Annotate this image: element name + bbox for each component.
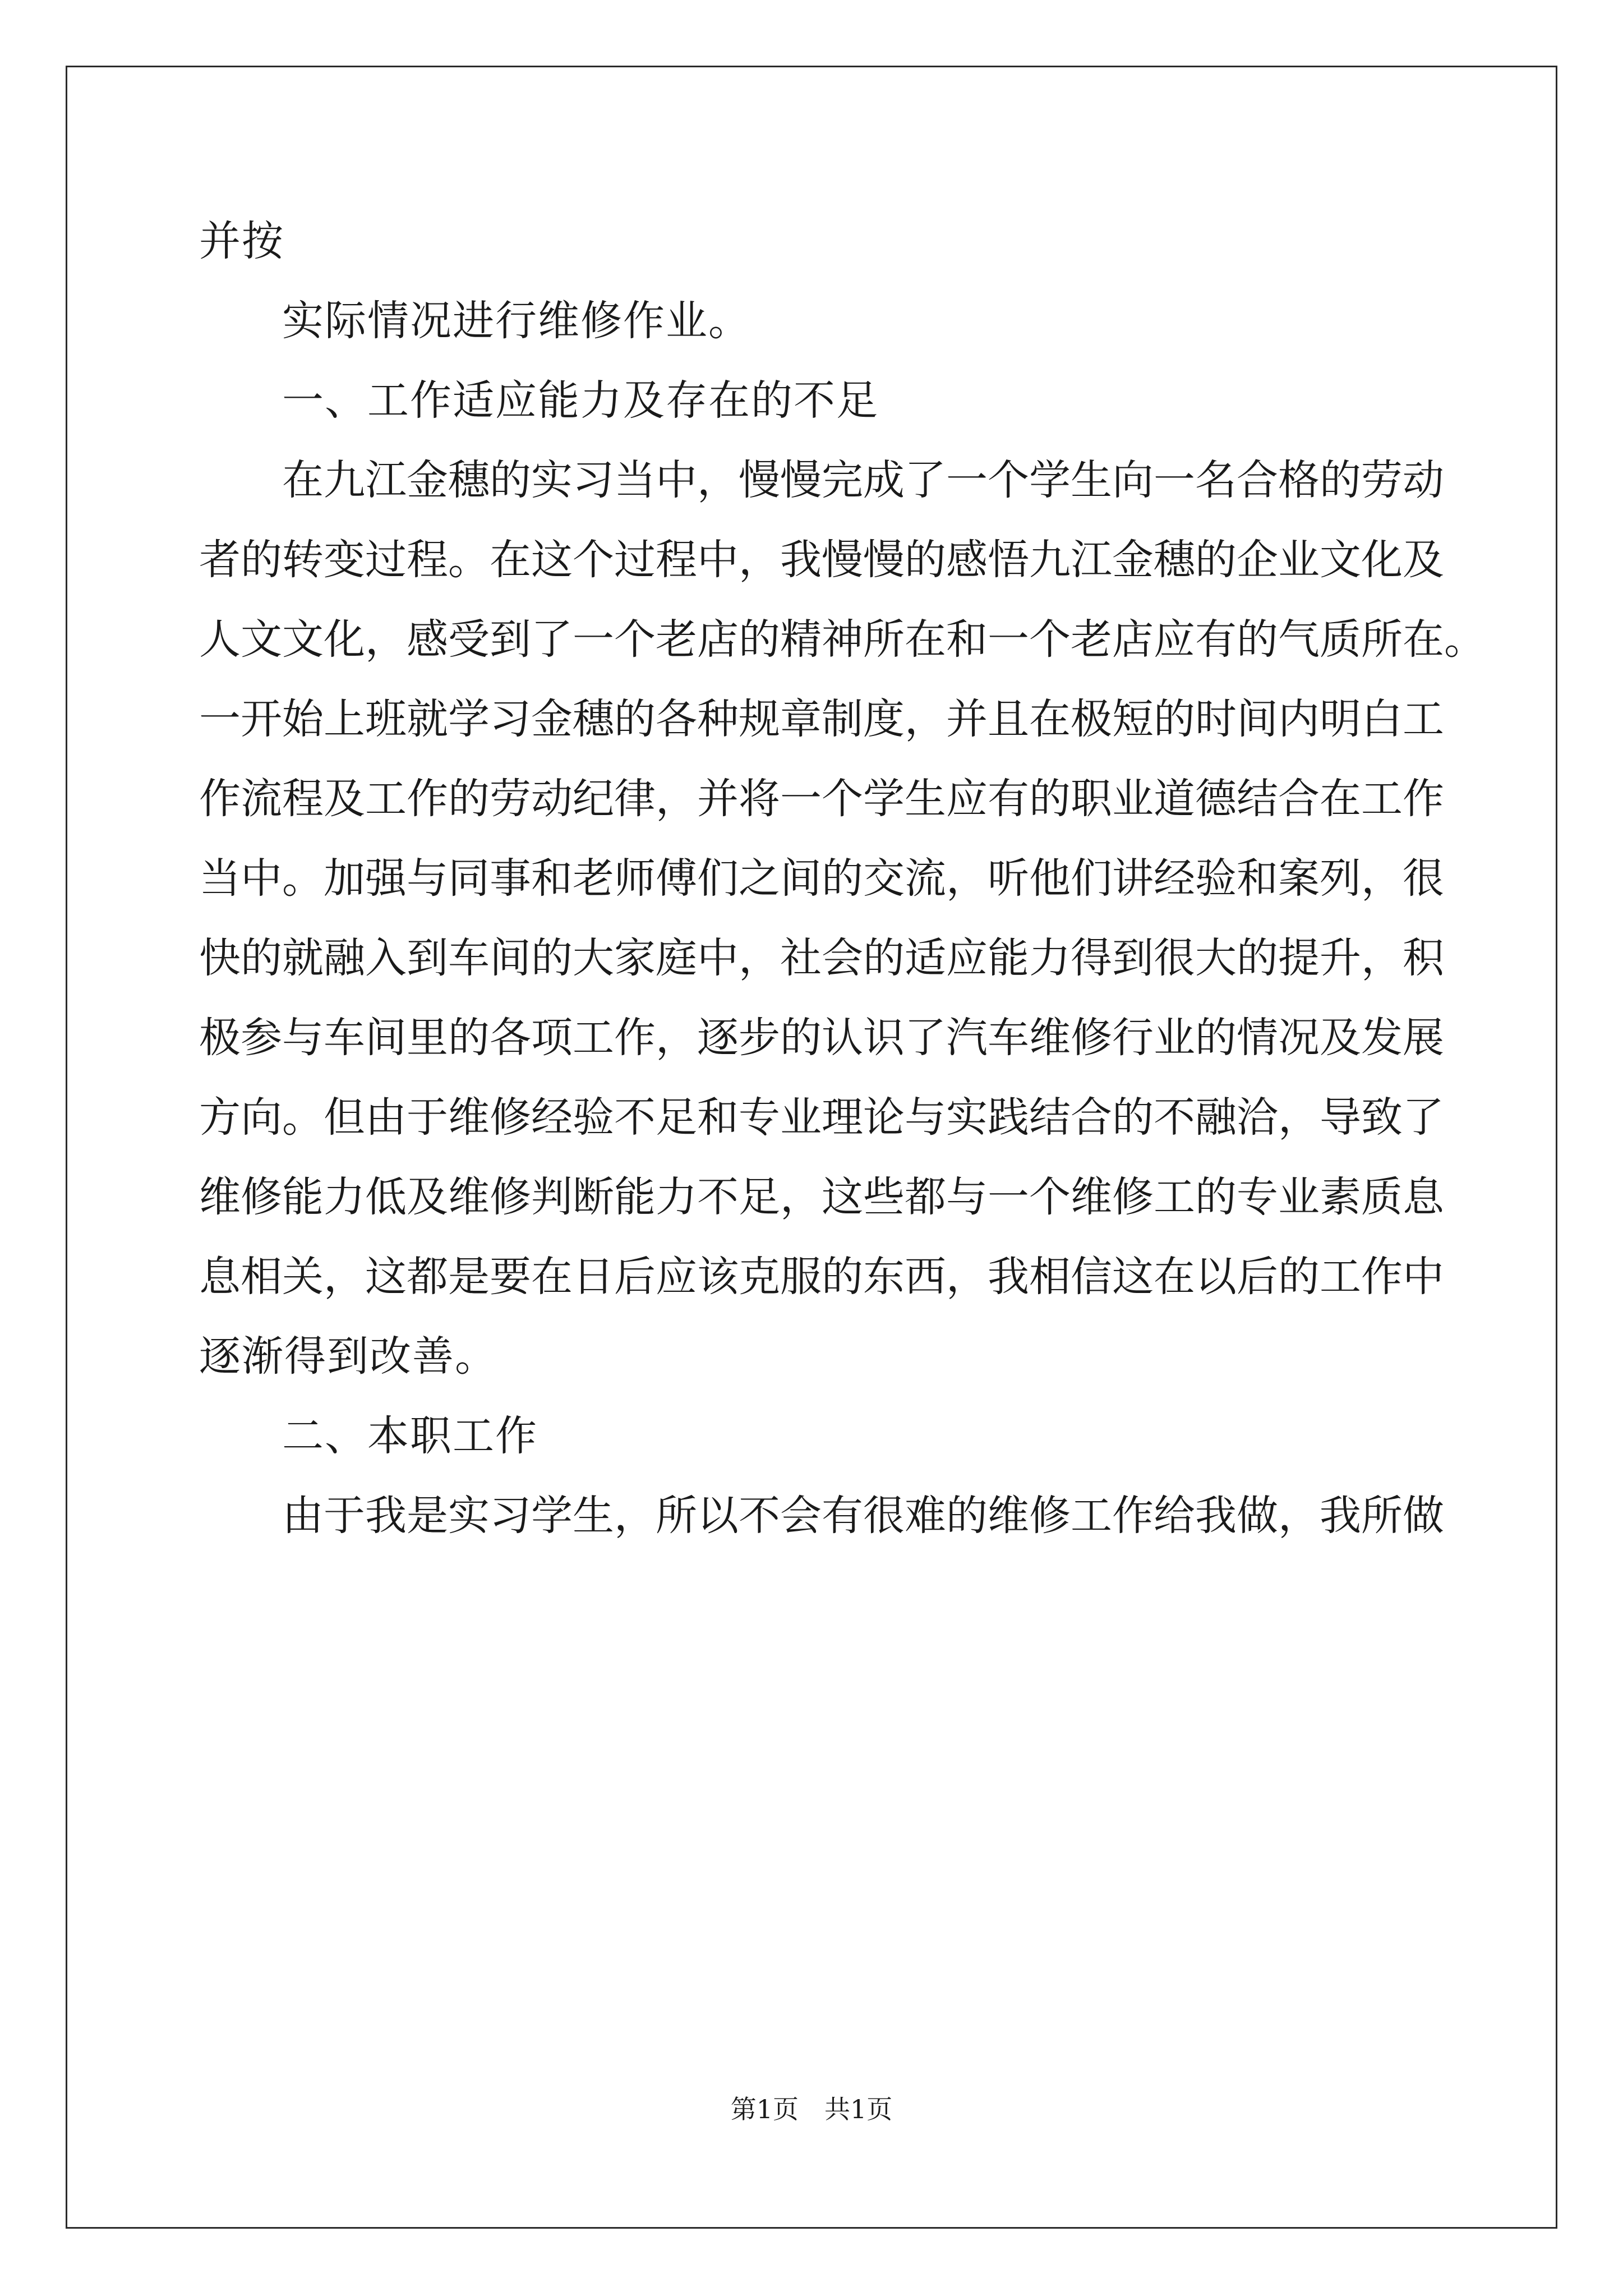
section-heading: 一、工作适应能力及存在的不足 — [282, 376, 879, 425]
text-line: 极参与车间里的各项工作，逐步的认识了汽车维修行业的情况及发展 — [199, 1014, 1444, 1062]
text-line: 并按 — [199, 217, 284, 265]
text-line: 者的转变过程。在这个过程中，我慢慢的感悟九江金穗的企业文化及 — [199, 536, 1444, 584]
text-line: 息相关，这都是要在日后应该克服的东西，我相信这在以后的工作中 — [199, 1253, 1444, 1301]
text-line: 方向。但由于维修经验不足和专业理论与实践结合的不融洽，导致了 — [199, 1093, 1444, 1142]
text-line: 人文文化，感受到了一个老店的精神所在和一个老店应有的气质所在。 — [199, 615, 1486, 664]
section-heading: 二、本职工作 — [282, 1412, 538, 1460]
text-line: 快的就融入到车间的大家庭中，社会的适应能力得到很大的提升，积 — [199, 934, 1444, 982]
text-line: 作流程及工作的劳动纪律，并将一个学生应有的职业道德结合在工作 — [199, 775, 1444, 823]
text-line: 由于我是实习学生，所以不会有很难的维修工作给我做，我所做 — [282, 1492, 1444, 1540]
page-number-footer: 第1页 共1页 — [730, 2094, 893, 2124]
text-line: 当中。加强与同事和老师傅们之间的交流，听他们讲经验和案列，很 — [199, 854, 1444, 903]
text-line: 在九江金穗的实习当中，慢慢完成了一个学生向一名合格的劳动 — [282, 456, 1444, 504]
text-line: 一开始上班就学习金穗的各种规章制度，并且在极短的时间内明白工 — [199, 695, 1444, 743]
text-line: 实际情况进行维修作业。 — [282, 297, 751, 345]
text-line: 维修能力低及维修判断能力不足，这些都与一个维修工的专业素质息 — [199, 1173, 1444, 1221]
text-line: 逐渐得到改善。 — [199, 1332, 497, 1381]
